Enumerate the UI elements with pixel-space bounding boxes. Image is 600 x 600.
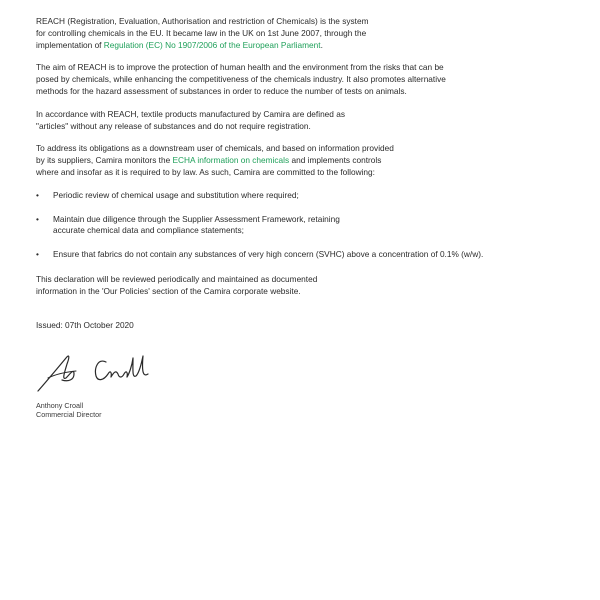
bullet-icon: •	[36, 189, 39, 200]
text-line: for controlling chemicals in the EU. It became law in the UK on 1st June 2007, through the	[36, 27, 367, 38]
list-item	[36, 214, 576, 238]
text-line: REACH (Registration, Evaluation, Authorisation and restriction of Chemicals) is the system	[36, 16, 369, 26]
regulation-link[interactable]: Regulation (EC) No 1907/2006 of the European Parliament	[103, 39, 321, 50]
reach-aim-paragraph	[36, 62, 576, 97]
text-line	[36, 155, 576, 167]
issue-date: Issued: 07th October 2020	[36, 319, 134, 330]
text-line: Ensure that fabrics do not contain any substances of very high concern (SVHC) above a concentration of 0.1% (w/w).	[53, 249, 484, 260]
obligations-paragraph	[36, 143, 576, 178]
bullet-icon: •	[36, 213, 39, 224]
text-line: posed by chemicals, while enhancing the competitiveness of the chemicals industry. It also promotes alternative	[36, 74, 446, 85]
signatory-block	[36, 402, 102, 419]
text-fragment: by its suppliers, Camira monitors the	[36, 155, 173, 166]
review-paragraph	[36, 274, 576, 298]
text-line: The aim of REACH is to improve the protection of human health and the environment from the risks that can be	[36, 62, 444, 73]
bullet-icon: •	[36, 249, 39, 260]
text-line: This declaration will be reviewed periodically and maintained as documented	[36, 273, 318, 284]
text-line: In accordance with REACH, textile products manufactured by Camira are defined as	[36, 108, 345, 119]
text-line: "articles" without any release of substances and do not require registration.	[36, 120, 311, 131]
list-item	[36, 190, 576, 202]
text-line	[36, 40, 576, 52]
signatory-title: Commercial Director	[36, 409, 102, 419]
text-fragment: and implements controls	[289, 155, 382, 166]
document-body	[36, 16, 576, 342]
text-line: accurate chemical data and compliance statements;	[53, 225, 244, 236]
echa-link[interactable]: ECHA information on chemicals	[172, 155, 290, 166]
text-fragment: .	[320, 39, 323, 50]
text-line: Maintain due diligence through the Supplier Assessment Framework, retaining	[53, 213, 340, 224]
text-line: To address its obligations as a downstream user of chemicals, and based on information provided	[36, 143, 394, 154]
list-item	[36, 249, 576, 261]
text-line: Periodic review of chemical usage and substitution where required;	[53, 189, 299, 200]
signature-image	[36, 344, 156, 396]
reach-intro-paragraph	[36, 16, 576, 51]
text-fragment: implementation of	[36, 39, 104, 50]
text-line: where and insofar as it is required to by law. As such, Camira are committed to the following:	[36, 166, 375, 177]
commitments-list	[36, 190, 576, 261]
text-line: methods for the hazard assessment of substances in order to reduce the number of tests on animals.	[36, 85, 407, 96]
text-line: information in the 'Our Policies' section of the Camira corporate website.	[36, 285, 301, 296]
signatory-name: Anthony Croall	[36, 401, 84, 410]
articles-paragraph	[36, 109, 576, 133]
